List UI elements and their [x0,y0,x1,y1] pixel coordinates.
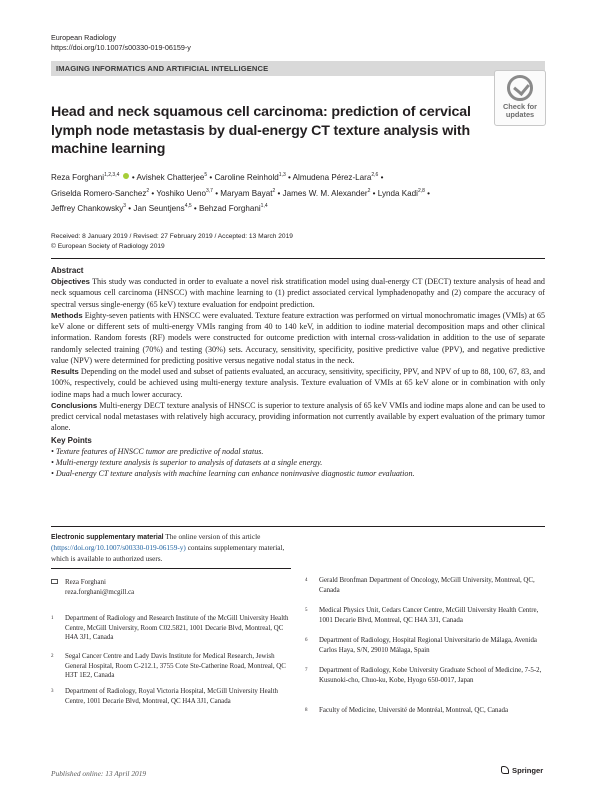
abstract-methods [51,310,545,366]
author-name[interactable]: Jeffrey Chankowsky [51,204,124,213]
check-for-updates-badge[interactable] [494,70,546,126]
affiliation-item [305,606,547,625]
key-point: • Texture features of HNSCC tumor are predictive of nodal status. [51,446,264,456]
published-online-date: Published online: 13 April 2019 [51,769,147,778]
abstract-bottom-rule [51,526,545,527]
publisher-name: Springer [512,766,544,775]
author-name[interactable]: Avishek Chatterjee [136,173,205,182]
objectives-text: This study was conducted in order to evaluate a novel risk stratification model using dual-energy CT (DECT) texture analysis of head and neck squamous cell carcinoma (HNSCC) with machine learning to (1) predict associated cervical lymphadenopathy and (2) compare the accuracy of spectral versus single-energy (65 keV) texture evaluation for endpoint prediction. [51,277,545,309]
affiliation-number: 5 [305,608,308,613]
journal-doi[interactable]: https://doi.org/10.1007/s00330-019-06159-y [51,43,191,52]
journal-header [51,33,191,53]
affiliation-text: Segal Cancer Centre and Lady Davis Institute for Medical Research, Jewish General Hospital, Room C-212.1, 3755 Cote Ste-Catherine Road, Montreal, QC H3T 1E2, Canada [65,653,286,680]
author-name[interactable]: Griselda Romero-Sanchez [51,188,147,198]
affiliation-number: 1 [51,616,54,621]
methods-text: Eighty-seven patients with HNSCC were evaluated. Texture feature extraction was performed on virtual monochromatic images (VMIs) at 65 keV alone or different sets of multi-energy VMIs ranging from 40 to 140 keV, in addition to iodine material decomposition maps and other clinical information. Random forests (RF) models were constructed for outcome prediction with internal cross-validation in addition to the use of separate randomly selected training (70%) and testing (30%) sets. Accuracy, sensitivity, specificity, positive predictive value (PPV), and negative predictive value (NPV) were determined for predicting positive versus negative nodal status in the neck. [51,310,545,365]
abstract-conclusions [51,400,545,434]
conclusions-label: Conclusions [51,400,98,410]
affiliation-item [305,666,547,685]
author-name[interactable]: James W. M. Alexander [282,188,368,198]
check-updates-line1: Check for [502,102,538,111]
author-affiliation-ref: 3 [123,203,127,209]
author-name[interactable]: Caroline Reinhold [214,173,279,182]
received-revised-accepted: Received: 8 January 2019 / Revised: 27 February 2019 / Accepted: 13 March 2019 [51,233,293,240]
author-affiliation-ref: 1,4 [260,203,268,209]
article-dates [51,232,293,251]
affiliation-text: Department of Radiology, Royal Victoria Hospital, McGill University Health Centre, 1001 Decarie Blvd, Montreal, QC H4A 3J1, Canada [65,688,278,705]
affiliation-number: 8 [305,708,308,713]
conclusions-text: Multi-energy DECT texture analysis of HNSCC is superior to texture analysis of 65 keV VMIs and iodine maps alone and can be used to predict cervical nodal metastases with relatively high accuracy, providing information not currently available by expert evaluation of the primary tumor alone. [51,400,545,433]
affiliation-text: Department of Radiology, Hospital Regional Universitario de Málaga, Avenida Carlos Haya, S/N, 29010 Málaga, Spain [319,637,537,654]
author-name[interactable]: Almudena Pérez-Lara [292,173,372,182]
supplementary-material-note [51,532,291,564]
affiliation-item [51,652,289,681]
esm-label: Electronic supplementary material [51,534,164,541]
key-point: • Multi-energy texture analysis is superior to analysis of datasets at a single energy. [51,458,323,467]
results-label: Results [51,367,79,376]
author-list: Reza Forghani$^{1,2,3,4}$ • Avishek Chatterjee$^5$ • Caroline Reinhold$^{1,3}$ • Almudena Pérez-Lara$^{2,6}$ • Griselda Romero-Sanchez$^2$ • Yoshiko Ueno$^{3,7}$ • Maryam Bayat$^2$ • James W. M. Alexander$^2$ • Lynda Kadi$^{2,8}$ • Jeffrey Chankowsky$^3$ • Jan Seuntjens$^{4,5}$ • Behzad Forghani$^{1,4}$ [51,172,430,213]
author-affiliation-ref: 5 [204,172,208,178]
key-point: • Dual-energy CT texture analysis with machine learning can enhance noninvasive diagnostic tumor evaluation. [51,469,415,479]
author-name[interactable]: Reza Forghani [51,173,105,182]
author-affiliation-ref: 3,7 [206,187,213,194]
copyright-line: © European Society of Radiology 2019 [51,242,165,250]
corresponding-author-email[interactable]: reza.forghani@mcgill.ca [65,587,135,596]
key-points-heading: Key Points [51,435,92,445]
affiliation-number: 4 [305,578,308,583]
author-affiliation-ref: 4,5 [184,203,192,209]
abstract-heading: Abstract [51,266,84,275]
corresponding-author-name: Reza Forghani [65,578,106,586]
springer-horse-icon [501,766,509,774]
methods-label: Methods [51,310,83,320]
author-name[interactable]: Lynda Kadi [377,188,418,198]
esm-doi-link[interactable]: (https://doi.org/10.1007/s00330-019-06159-y) [51,543,186,553]
author-name[interactable]: Jan Seuntjens [133,204,185,213]
journal-name: European Radiology [51,33,117,42]
objectives-label: Objectives [51,277,90,286]
section-label: IMAGING INFORMATICS AND ARTIFICIAL INTELLIGENCE [56,64,269,73]
abstract-objectives [51,276,545,310]
affiliation-number: 7 [305,668,308,673]
esm-text-2: contains supplementary material, which is available to authorized users. [51,543,285,563]
check-updates-line2: updates [505,110,535,119]
affiliation-item [51,614,289,643]
affiliation-item [305,706,547,716]
affiliation-text: Gerald Bronfman Department of Oncology, McGill University, Montreal, QC, Canada [319,577,535,594]
abstract-body [51,276,545,480]
affiliation-item [51,687,289,706]
publisher-logo [501,766,543,775]
author-name[interactable]: Yoshiko Ueno [156,188,206,198]
affiliation-text: Medical Physics Unit, Cedars Cancer Centre, McGill University Health Centre, 1001 Decarie Blvd, Montreal, QC H4A 3J1, Canada [319,607,539,624]
envelope-icon [51,579,58,584]
author-affiliation-ref: 2 [146,187,150,194]
orcid-icon[interactable] [123,173,129,179]
abstract-top-rule [51,258,545,259]
footnote-rule [51,568,291,569]
author-name[interactable]: Maryam Bayat [220,188,273,198]
results-text: Depending on the model used and subset of patients evaluated, an accuracy, sensitivity, specificity, PPV, and NPV of up to 88, 100, 67, 83, and 100%, respectively, could be achieved using multi-energy texture analysis. Texture evaluation of VMIs at 65 keV alone or in combination with only iodine maps had a much lower accuracy. [51,367,545,399]
author-affiliation-ref: 1,2,3,4 [104,172,120,178]
affiliation-text: Department of Radiology, Kobe University Graduate School of Medicine, 7-5-2, Kusunoki-cho, Chuo-ku, Kobe, Hyogo 650-0017, Japan [319,667,542,684]
author-affiliation-ref: 2,8 [417,187,425,194]
affiliation-text: Faculty of Medicine, Université de Montréal, Montreal, QC, Canada [319,707,509,714]
correspondence [51,578,134,597]
esm-text-1: The online version of this article [165,532,261,541]
check-updates-icon [507,75,533,101]
author-affiliation-ref: 1,3 [278,172,286,178]
abstract-results [51,366,545,400]
affiliation-text: Department of Radiology and Research Institute of the McGill University Health Centre, McGill University, Room C02.5821, 1001 Decarie Blvd, Montreal, QC H4A 3J1, Canada [65,615,289,642]
article-title: Head and neck squamous cell carcinoma: prediction of cervical lymph node metastasis by dual-energy CT texture analysis with machine learning [51,104,471,157]
affiliation-number: 3 [51,689,54,694]
author-affiliation-ref: 2 [272,187,276,194]
section-band [51,61,545,76]
author-affiliation-ref: 2,6 [371,172,379,178]
affiliation-number: 2 [51,654,54,659]
affiliation-number: 6 [305,638,308,643]
author-affiliation-ref: 2 [367,187,371,194]
author-name[interactable]: Behzad Forghani [199,204,261,213]
affiliation-item [305,576,547,595]
affiliation-item [305,636,547,655]
